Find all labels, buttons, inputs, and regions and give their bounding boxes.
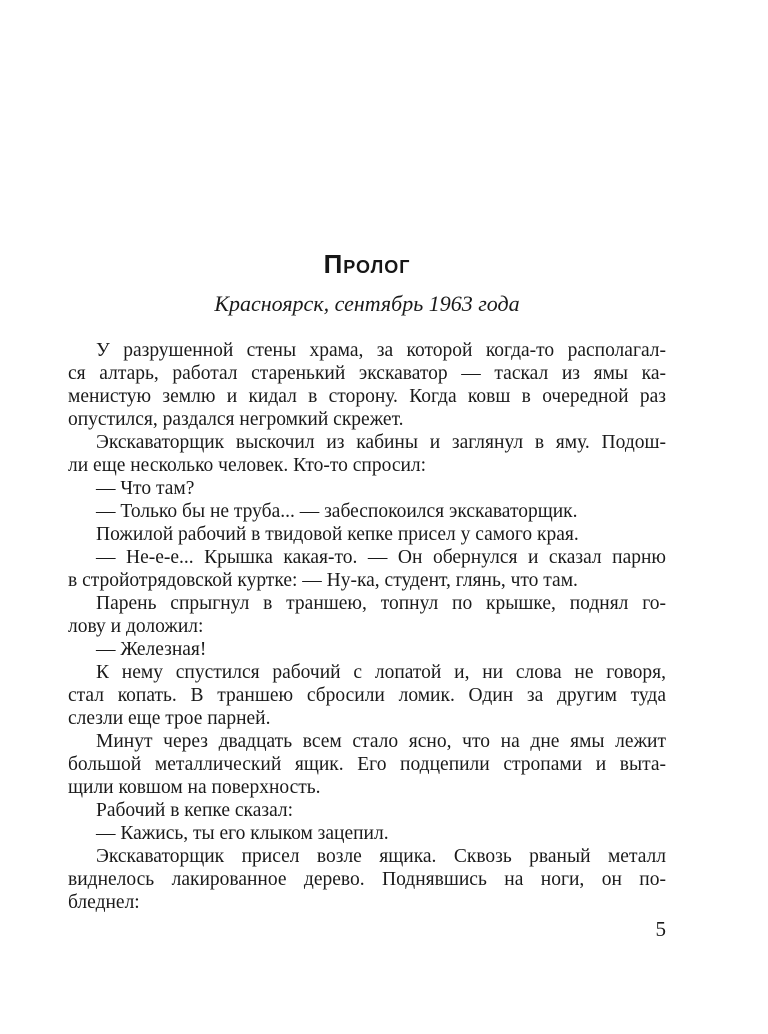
text-line: опустился, раздался негромкий скрежет. — [68, 409, 404, 430]
text-line: щили ковшом на поверхность. — [68, 777, 321, 798]
text-line: в стройотрядовской куртке: — Ну-ка, студент, глянь, что там. — [68, 570, 578, 591]
text-line: Пожилой рабочий в твидовой кепке присел у самого края. — [96, 524, 579, 545]
paragraph — [68, 339, 666, 431]
chapter-subtitle: Красноярск, сентябрь 1963 года — [214, 291, 520, 316]
text-line: Минут через двадцать всем стало ясно, что на дне ямы лежит — [96, 731, 666, 752]
text-line: Экскаваторщик присел возле ящика. Сквозь рваный металл — [96, 846, 666, 867]
paragraph — [68, 638, 666, 661]
text-line: стал копать. В траншею сбросили ломик. Один за другим туда — [68, 685, 666, 706]
text-line: менистую землю и кидал в сторону. Когда ковш в очередной раз — [68, 386, 666, 407]
paragraph — [68, 500, 666, 523]
paragraph — [68, 845, 666, 914]
paragraph — [68, 799, 666, 822]
paragraph — [68, 592, 666, 638]
chapter-title: Пролог — [323, 249, 411, 279]
paragraph — [68, 431, 666, 477]
paragraph — [68, 661, 666, 730]
text-line: Экскаваторщик выскочил из кабины и заглянул в яму. Подош- — [96, 432, 666, 453]
text-line: Парень спрыгнул в траншею, топнул по крышке, поднял го- — [96, 593, 666, 614]
text-line: ли еще несколько человек. Кто-то спросил: — [68, 455, 427, 476]
body-text — [68, 339, 666, 914]
paragraph — [68, 523, 666, 546]
text-line: У разрушенной стены храма, за которой когда-то располагал- — [96, 340, 666, 361]
text-line: ся алтарь, работал старенький экскаватор — таскал из ямы ка- — [68, 363, 666, 384]
text-line: — Не-е-е... Крышка какая-то. — Он обернулся и сказал парню — [96, 547, 666, 568]
paragraph — [68, 546, 666, 592]
text-line: слезли еще трое парней. — [68, 708, 271, 729]
text-line: виднелось лакированное дерево. Поднявшись на ноги, он по- — [68, 869, 666, 890]
text-line: большой металлический ящик. Его подцепили стропами и выта- — [68, 754, 666, 775]
paragraph — [68, 477, 666, 500]
text-line: — Что там? — [96, 478, 195, 499]
text-line: — Только бы не труба... — забеспокоился экскаваторщик. — [96, 501, 578, 522]
page-number: 5 — [655, 917, 666, 941]
paragraph — [68, 822, 666, 845]
text-line: лову и доложил: — [68, 616, 204, 637]
text-line: бледнел: — [68, 892, 140, 913]
text-line: К нему спустился рабочий с лопатой и, ни слова не говоря, — [96, 662, 666, 683]
paragraph — [68, 730, 666, 799]
text-line: Рабочий в кепке сказал: — [96, 800, 294, 821]
text-line: — Железная! — [96, 639, 207, 660]
text-line: — Кажись, ты его клыком зацепил. — [96, 823, 389, 844]
